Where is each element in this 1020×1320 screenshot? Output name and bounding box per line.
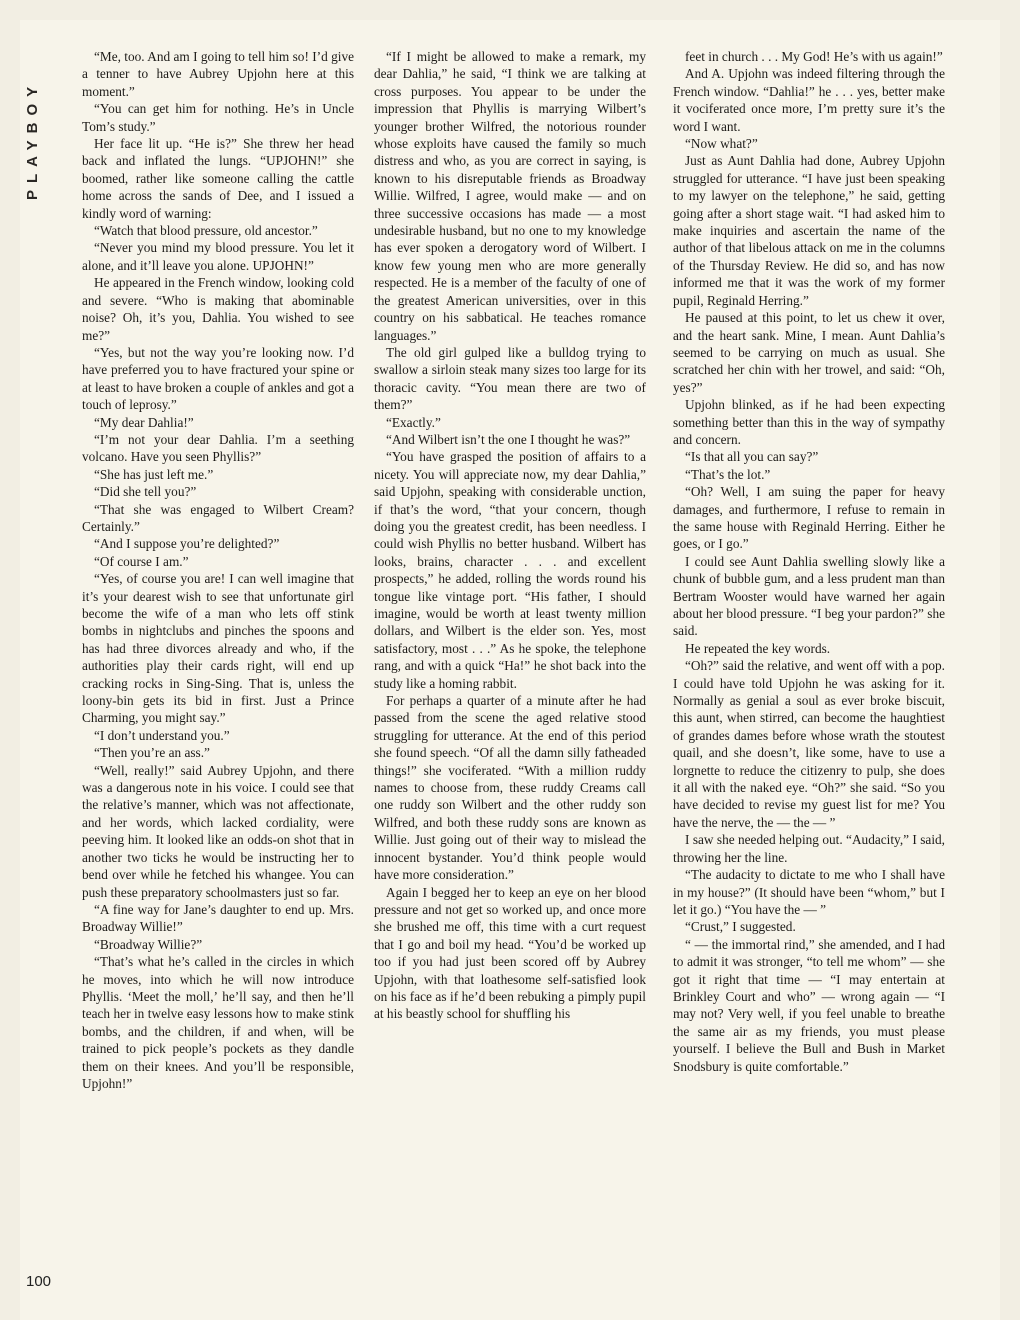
paragraph: “Well, really!” said Aubrey Upjohn, and there was a dangerous note in his voice. I could see that the relative’s manner, which was not affectionate, and her words, which lacked cordiality, were peeving him. It looked like an odds-on shot that in another two ticks he would be instructing her to bend over while he fetched his whangee. You can push these preparatory schoolmasters just so far. [82,762,354,900]
paragraph: “You have grasped the position of affairs to a nicety. You will appreciate now, my dear Dahlia,” said Upjohn, speaking with considerable unction, if that’s the word, “that your concern, though doing you the greatest credit, has been needless. I could wish Phyllis no better husband. Wilbert has looks, brains, character . . . and excellent prospects,” he added, rolling the words round his tongue like vintage port. “His father, I should imagine, would be worth at least twenty million dollars, and Wilbert is the elder son. Yes, most satisfactory, most . . .” As he spoke, the telephone rang, and with a quick “Ha!” he shot back into the study like a homing rabbit. [374,449,646,691]
paragraph: “Me, too. And am I going to tell him so! I’d give a tenner to have Aubrey Upjohn here at this moment.” [82,49,354,99]
paragraph: “Now what?” [685,136,758,152]
paragraph: “That she was engaged to Wilbert Cream? Certainly.” [82,501,354,534]
paragraph: For perhaps a quarter of a minute after he had passed from the scene the aged relative stood struggling for utterance. At the end of this period she found speech. “Of all the damn silly fatheaded things!” she vociferated. “With a million ruddy names to choose from, these ruddy Creams call one ruddy son Wilbert and the other ruddy son Wilfred, and both these ruddy sons are known as Willie. Just going out of their way to mislead the innocent bystander. You’d think people would have more consideration.” [374,693,646,883]
paragraph: “If I might be allowed to make a remark, my dear Dahlia,” he said, “I think we are talking at cross purposes. You appear to be under the impression that Phyllis is marrying Wilbert’s younger brother Wilfred, the notorious rounder whose exploits have caused the family so much distress and who, as you are correct in saying, is known to his disreputable friends as Broadway Willie. Wilfred, I agree, would make — and on three successive occasions has made — a most undesirable husband, but no one to my knowledge has ever spoken a derogatory word of Wilbert. I know few young men who are more generally respected. He is a member of the faculty of one of the greatest American universities, over in this country on his sabbatical. He teaches romance languages.” [374,49,646,343]
paragraph: “Then you’re an ass.” [94,745,210,761]
paragraph: “Yes, but not the way you’re looking now. I’d have preferred you to have fractured your spine or at least to have broken a couple of ankles and got a touch of leprosy.” [82,344,354,413]
paragraph: He appeared in the French window, looking cold and severe. “Who is making that abominable noise? Oh, it’s you, Dahlia. You wished to see me?” [82,275,354,343]
paragraph: “You can get him for nothing. He’s in Uncle Tom’s study.” [82,101,354,134]
paragraph: “The audacity to dictate to me who I shall have in my house?” (It should have been “whom,” but I let it go.) “You have the — ” [673,867,945,917]
paragraph: “Oh? Well, I am suing the paper for heavy damages, and furthermore, I refuse to remain in the same house with Reginald Herring. Either he goes, or I go.” [673,484,945,552]
paragraph: “Broadway Willie?” [94,936,203,952]
text-column-2 [374,48,646,1023]
paragraph: And A. Upjohn was indeed filtering through the French window. “Dahlia!” he . . . yes, better make it vociferated once more, I’m pretty sure it’s the word I want. [673,66,945,134]
paragraph: feet in church . . . My God! He’s with us again!” [685,49,943,64]
paragraph: “She has just left me.” [94,466,214,482]
paragraph: “ — the immortal rind,” she amended, and I had to admit it was stronger, “to tell me whom” — she got it right that time — “I may entertain at Brinkley Court and who” — wrong again — “I may not? Very well, if you feel unable to breathe the same air as my friends, you must please yourself. I believe the Bull and Bush in Market Snodsbury is quite comfortable.” [673,936,945,1074]
paragraph: He paused at this point, to let us chew it over, and the heart sank. Mine, I mean. Aunt Dahlia’s seemed to be carrying on much as usual. She scratched her chin with her trowel, and said: “Oh, yes?” [673,310,945,395]
paragraph: “I’m not your dear Dahlia. I’m a seething volcano. Have you seen Phyllis?” [82,431,354,465]
paragraph: I could see Aunt Dahlia swelling slowly like a chunk of bubble gum, and a less prudent man than Bertram Wooster would have warned her again about her blood pressure. “I beg your pardon?” she said. [673,553,945,639]
paragraph: The old girl gulped like a bulldog trying to swallow a sirloin steak many sizes too large for its thoracic cavity. “You mean there are two of them?” [374,344,646,413]
paragraph: Upjohn blinked, as if he had been expecting something better than this in the way of sympathy and concern. [673,397,945,447]
text-column-1 [82,48,354,1092]
paragraph: Her face lit up. “He is?” She threw her head back and inflated the lungs. “UPJOHN!” she boomed, rather like someone calling the cattle home across the sands of Dee, and I issued a kindly word of warning: [82,136,354,221]
text-column-3 [673,48,945,1075]
paragraph: “Yes, of course you are! I can well imagine that it’s your dearest wish to see that unfortunate girl become the wife of a man who lets off stink bombs in nightclubs and pinches the spoons and has had three divorces already and who, if the authorities play their cards right, will end up cracking rocks in Sing-Sing. That is, unless the loony-bin gets its bid in first. Just a Prince Charming, you might say.” [82,571,354,726]
paragraph: “That’s what he’s called in the circles in which he moves, into which he will now introduce Phyllis. ‘Meet the moll,’ he’ll say, and then he’ll teach her in twelve easy lessons how to make stink bombs, and the children, if and when, will be trained to pick people’s pockets as they dandle them on their knees. And you’ll be responsible, Upjohn!” [82,954,354,1091]
paragraph: He repeated the key words. [685,640,831,656]
paragraph: “I don’t understand you.” [94,727,230,743]
paragraph: “And Wilbert isn’t the one I thought he was?” [386,431,631,447]
page-number: 100 [26,1273,52,1290]
paragraph: “Never you mind my blood pressure. You let it alone, and it’ll leave you alone. UPJOHN!” [82,240,354,273]
paragraph: “Watch that blood pressure, old ancestor.” [94,223,318,239]
paragraph: Just as Aunt Dahlia had done, Aubrey Upjohn struggled for utterance. “I have just been speaking to my lawyer on the telephone,” he said, getting going after a short stage wait. “I had asked him to make inquiries and ascertain the name of the author of that libelous attack on me in the columns of the Thursday Review. He did so, and has now informed me that it was the work of my former pupil, Reginald Herring.” [673,153,945,308]
paragraph: “Exactly.” [386,414,441,430]
paragraph: “A fine way for Jane’s daughter to end up. Mrs. Broadway Willie!” [82,901,354,935]
paragraph: “Of course I am.” [94,553,189,569]
paragraph: “Oh?” said the relative, and went off with a pop. I could have told Upjohn he was asking for it. Normally as genial a soul as ever broke biscuit, this aunt, when stirred, can become the haughtiest of grandes dames before whose wrath the stoutest quail, and she doesn’t, like some, have to use a lorgnette to reduce the citizenry to pulp, she does it all with the naked eye. “Oh?” she said. “So you have decided to revise my guest list for me? You have the nerve, the — the — ” [673,658,945,830]
paragraph: “That’s the lot.” [685,466,771,482]
paragraph: Again I begged her to keep an eye on her blood pressure and not get so worked up, and once more she brushed me off, this time with a curt request that I go and boil my head. “You’d be worked up too if you had just been scored off by Aubrey Upjohn, with that loathesome self-satisfied look on his face as if he’d been rebuking a pimply pupil at his beastly school for shuffling his [374,884,646,1022]
paragraph: “Did she tell you?” [94,484,197,500]
magazine-brand: PLAYBOY [24,79,41,200]
paragraph: “Crust,” I suggested. [685,919,796,935]
paragraph: I saw she needed helping out. “Audacity,” I said, throwing her the line. [673,832,945,865]
paragraph: “Is that all you can say?” [685,449,819,465]
paragraph: “My dear Dahlia!” [94,414,194,430]
paragraph: “And I suppose you’re delighted?” [94,536,280,552]
